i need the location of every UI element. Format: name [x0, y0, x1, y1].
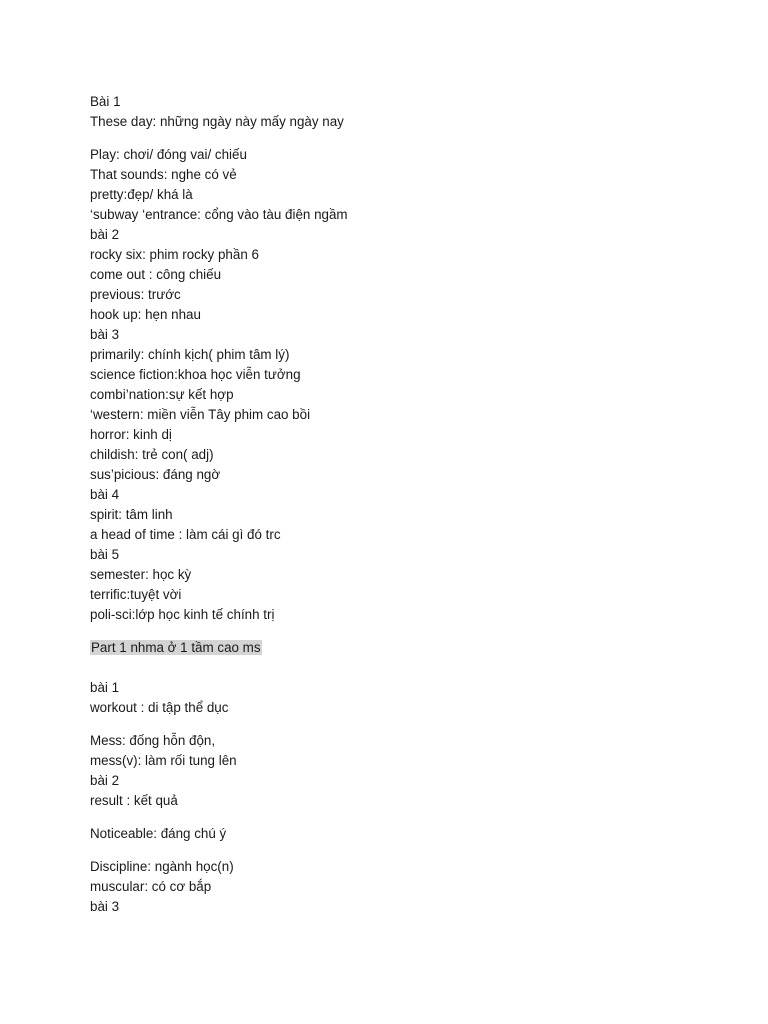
heading-bai-3: bài 3 — [90, 899, 120, 914]
part-heading — [90, 638, 262, 658]
heading-bai-5: bài 5 — [90, 547, 120, 562]
vocab-line: horror: kinh dị — [90, 427, 172, 442]
heading-bai-2: bài 2 — [90, 227, 120, 242]
vocab-line: workout : di tập thể dục — [90, 700, 229, 715]
vocab-line: sus’picious: đáng ngờ — [90, 467, 221, 482]
vocab-line: hook up: hẹn nhau — [90, 307, 201, 322]
vocab-line: a head of time : làm cái gì đó trc — [90, 527, 281, 542]
vocab-line: pretty:đẹp/ khá là — [90, 187, 193, 202]
vocab-line: terrific:tuyệt vời — [90, 587, 182, 602]
heading-bai-1: Bài 1 — [90, 94, 121, 109]
heading-bai-2: bài 2 — [90, 773, 120, 788]
vocab-line: come out : công chiếu — [90, 267, 222, 282]
vocab-line: science fiction:khoa học viễn tưởng — [90, 367, 301, 382]
vocab-line: ‘subway ‘entrance: cổng vào tàu điện ngầm — [90, 207, 348, 222]
heading-bai-1: bài 1 — [90, 680, 120, 695]
vocab-line: ‘western: miền viễn Tây phim cao bồi — [90, 407, 311, 422]
heading-bai-3: bài 3 — [90, 327, 120, 342]
vocab-line: semester: học kỳ — [90, 567, 192, 582]
vocab-line: Noticeable: đáng chú ý — [90, 826, 227, 841]
vocab-line: That sounds: nghe có vẻ — [90, 167, 237, 182]
vocab-line: rocky six: phim rocky phần 6 — [90, 247, 259, 262]
vocab-line: spirit: tâm linh — [90, 507, 173, 522]
heading-bai-4: bài 4 — [90, 487, 120, 502]
vocab-line: previous: trước — [90, 287, 181, 302]
vocab-line: childish: trẻ con( adj) — [90, 447, 214, 462]
vocab-line: primarily: chính kịch( phim tâm lý) — [90, 347, 290, 362]
vocab-line: combi’nation:sự kết hợp — [90, 387, 234, 402]
highlighted-text: Part 1 nhma ở 1 tầm cao ms — [91, 640, 261, 655]
vocab-line: mess(v): làm rối tung lên — [90, 753, 237, 768]
vocab-line: poli-sci:lớp học kinh tế chính trị — [90, 607, 275, 622]
vocab-line: muscular: có cơ bắp — [90, 879, 212, 894]
vocab-line: Mess: đống hỗn độn, — [90, 733, 216, 748]
vocab-line: Discipline: ngành học(n) — [90, 859, 234, 874]
vocab-line: Play: chơi/ đóng vai/ chiếu — [90, 147, 247, 162]
vocab-line: These day: những ngày này mấy ngày nay — [90, 114, 344, 129]
vocab-line: result : kết quả — [90, 793, 178, 808]
